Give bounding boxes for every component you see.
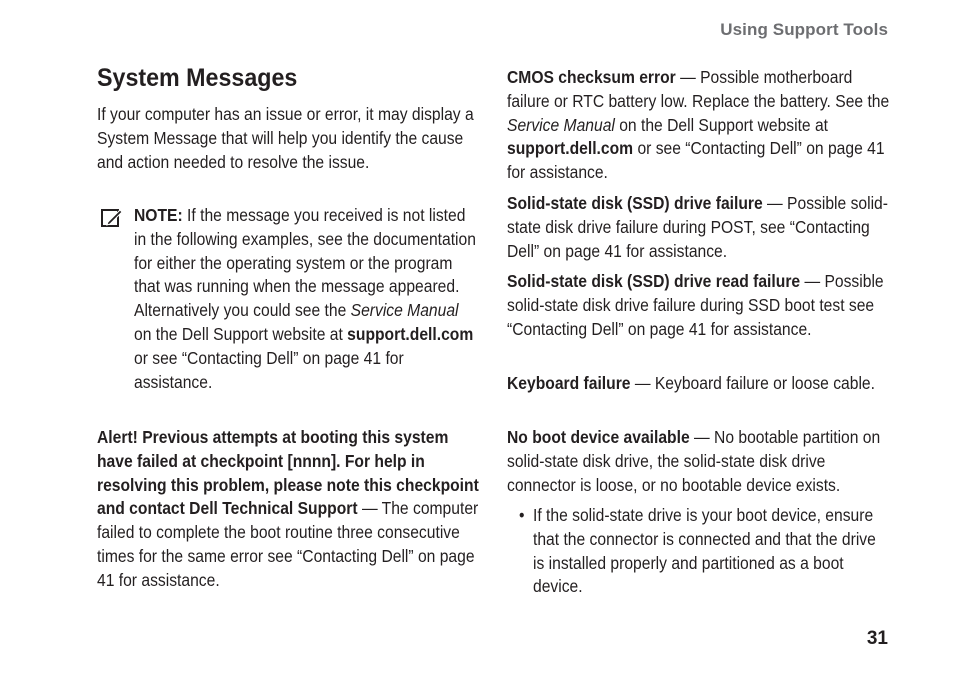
ssd-read-term: Solid-state disk (SSD) drive read failure bbox=[507, 271, 801, 291]
keyboard-term: Keyboard failure bbox=[507, 373, 631, 393]
cmos-entry bbox=[507, 66, 893, 185]
alert-entry bbox=[97, 426, 482, 593]
note-text bbox=[134, 204, 479, 394]
keyboard-text bbox=[507, 372, 893, 396]
cmos-text bbox=[507, 66, 893, 185]
page-number: 31 bbox=[866, 628, 888, 649]
note-support-url: support.dell.com bbox=[347, 323, 474, 344]
alert-text bbox=[97, 426, 482, 593]
ssd-failure-desc: — Possible solid-state disk drive failure during POST, see “Contacting Dell” on page 41 for assistance. bbox=[507, 193, 888, 261]
bullet-marker bbox=[519, 504, 533, 528]
note-text-3: or see “Contacting Dell” on page 41 for assistance. bbox=[134, 347, 404, 392]
bullet-symbol: • bbox=[519, 505, 525, 525]
cmos-support-url: support.dell.com bbox=[507, 138, 634, 159]
keyboard-entry bbox=[507, 372, 893, 396]
cmos-term: CMOS checksum error bbox=[507, 67, 676, 87]
no-boot-entry bbox=[507, 426, 893, 497]
note-pencil-icon bbox=[101, 207, 123, 229]
cmos-desc-2: on the Dell Support website at bbox=[614, 114, 829, 135]
cmos-service-manual: Service Manual bbox=[507, 114, 615, 135]
no-boot-desc: — No bootable partition on solid-state disk drive, the solid-state disk drive connector is loose, or no bootable device exists. bbox=[507, 427, 881, 495]
note-label: NOTE: bbox=[134, 205, 183, 225]
ssd-failure-text bbox=[507, 192, 893, 263]
note-service-manual: Service Manual bbox=[350, 300, 459, 321]
keyboard-desc: — Keyboard failure or loose cable. bbox=[630, 373, 875, 393]
page-title: System Messages bbox=[97, 64, 298, 92]
no-boot-text bbox=[507, 426, 893, 497]
alert-term: Alert! Previous attempts at booting this system have failed at checkpoint [nnnn]. For help in resolving this problem, please note this checkpoint and contact Dell Technical Support bbox=[97, 427, 479, 519]
ssd-read-text bbox=[507, 270, 893, 341]
no-boot-term: No boot device available bbox=[507, 427, 690, 447]
ssd-failure-entry bbox=[507, 192, 893, 263]
ssd-failure-term: Solid-state disk (SSD) drive failure bbox=[507, 193, 763, 213]
bullet-text: If the solid-state drive is your boot device, ensure that the connector is connected and that the drive is installed properly and partitioned as a boot device. bbox=[533, 505, 876, 597]
running-header: Using Support Tools bbox=[720, 20, 888, 39]
cmos-desc-1: — Possible motherboard failure or RTC battery low. Replace the battery. See the bbox=[507, 67, 890, 111]
note-text-2: on the Dell Support website at bbox=[134, 323, 348, 344]
ssd-read-desc: — Possible solid-state disk drive failure during SSD boot test see “Contacting Dell” on page 41 for assistance. bbox=[507, 271, 884, 339]
note-block bbox=[134, 204, 479, 394]
bullet-item bbox=[533, 504, 883, 599]
alert-desc: — The computer failed to complete the boot routine three consecutive times for the same error see “Contacting Dell” on page 41 for assistance. bbox=[97, 498, 479, 590]
ssd-read-entry bbox=[507, 270, 893, 341]
cmos-desc-3: or see “Contacting Dell” on page 41 for assistance. bbox=[507, 138, 885, 183]
intro-paragraph bbox=[97, 103, 482, 174]
intro-text: If your computer has an issue or error, it may display a System Message that will help you identify the cause and action needed to resolve the issue. bbox=[97, 104, 474, 172]
note-text-1: If the message you received is not listed in the following examples, see the documentation for either the operating system or the program that was running when the message appeared. Alternatively you could see the bbox=[134, 205, 476, 321]
